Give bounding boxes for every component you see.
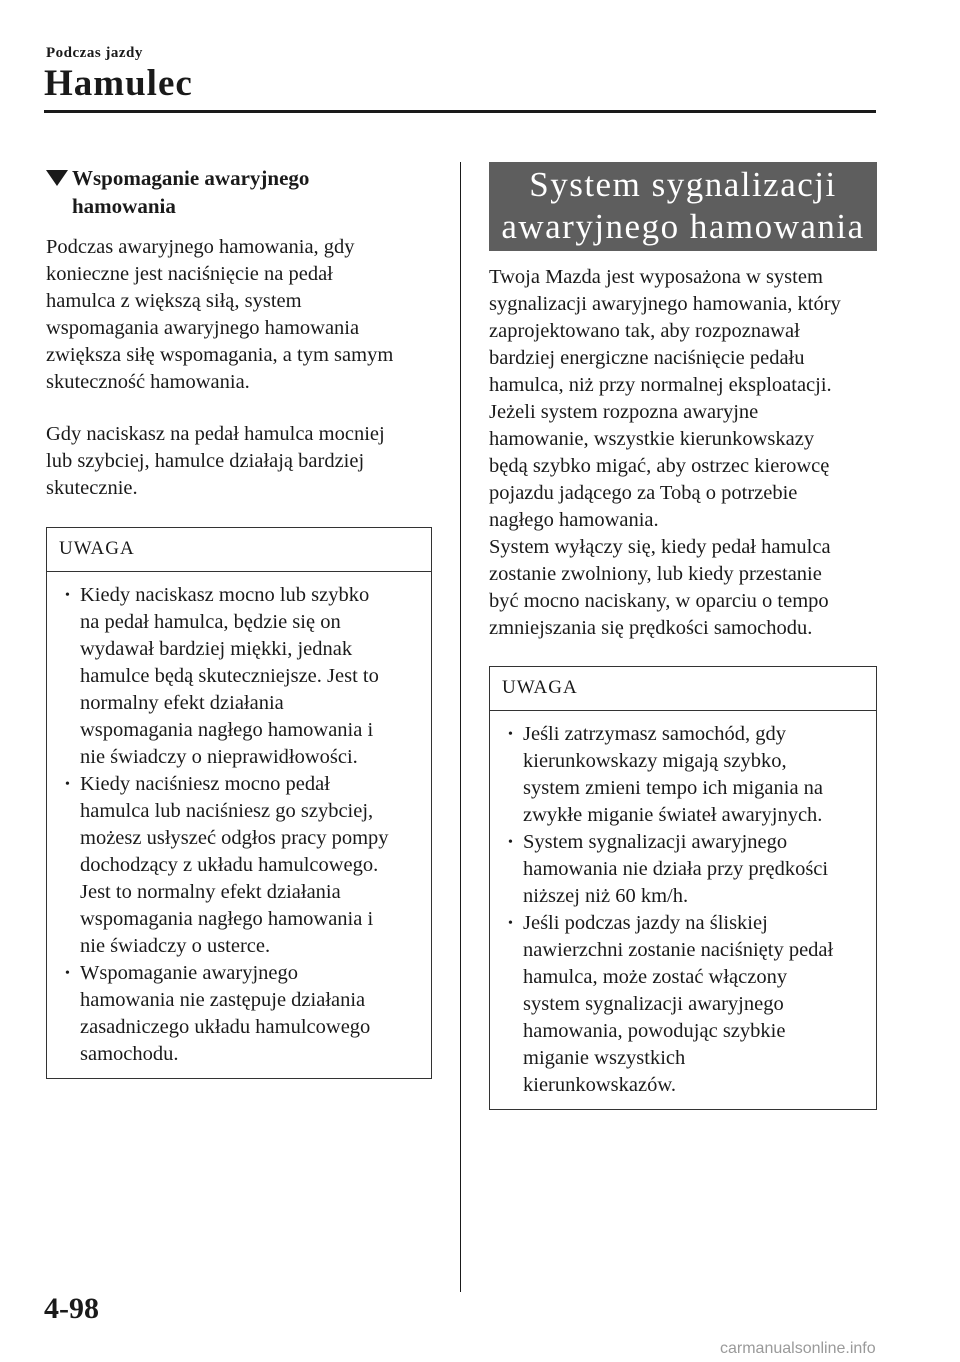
paragraph-system: Twoja Mazda jest wyposażona w system sygnalizacji awaryjnego hamowania, który zaprojektowano tak, aby rozpoznawał bardziej energiczne naciśnięcie pedału hamulca, niż przy normalnej eksploatacji. Jeżeli system rozpozna awaryjne hamowanie, wszystkie kierunkowskazy będą szybko migać, aby ostrzec kierowcę pojazdu jadącego za Tobą o potrzebie nagłego hamowania. System wyłączy się, kiedy pedał hamulca zostanie zwolniony, lub kiedy przestanie być mocno naciskany, w oparciu o tempo zmniejszania się prędkości samochodu. <box>489 266 841 639</box>
right-column <box>489 162 877 1110</box>
note-item <box>508 910 866 1099</box>
dot-bullet-icon: • <box>65 588 70 603</box>
note-item <box>65 960 421 1068</box>
paragraph-effect: Gdy naciskasz na pedał hamulca mocniej lub szybciej, hamulce działają bardziej skutecznie. <box>46 423 385 499</box>
subheading-text: Wspomaganie awaryjnego hamowania <box>72 166 310 218</box>
note-item-text: Kiedy naciskasz mocno lub szybko na pedał hamulca, będzie się on wydawał bardziej miękki, jednak hamulce będą skuteczniejsze. Jest to normalny efekt działania wspomagania nagłego hamowania i nie świadczy o nieprawidłowości. <box>80 584 379 768</box>
triangle-down-icon <box>46 170 68 186</box>
dot-bullet-icon: • <box>508 835 513 850</box>
note-item <box>65 771 421 960</box>
note-item <box>508 721 866 829</box>
note-body <box>47 572 431 1078</box>
dot-bullet-icon: • <box>65 777 70 792</box>
note-box-left <box>46 527 432 1079</box>
column-divider <box>460 162 461 1292</box>
header-rule <box>44 110 876 113</box>
subheading <box>46 164 432 220</box>
note-list <box>508 721 866 1099</box>
note-item-text: Kiedy naciśniesz mocno pedał hamulca lub naciśniesz go szybciej, możesz usłyszeć odgłos pracy pompy dochodzący z układu hamulcowego. Jest to normalny efekt działania wspomagania nagłego hamowania i nie świadczy o usterce. <box>80 773 389 957</box>
note-box-right <box>489 666 877 1110</box>
note-title: UWAGA <box>47 528 431 572</box>
dot-bullet-icon: • <box>508 727 513 742</box>
note-list <box>65 582 421 1068</box>
note-item-text: Jeśli zatrzymasz samochód, gdy kierunkowskazy migają szybko, system zmieni tempo ich migania na zwykłe miganie świateł awaryjnych. <box>523 723 824 826</box>
paragraph-intro: Podczas awaryjnego hamowania, gdy konieczne jest naciśnięcie na pedał hamulca z większą siłą, system wspomagania awaryjnego hamowania zwiększa siłę wspomagania, a tym samym skuteczność hamowania. <box>46 236 394 393</box>
note-body <box>490 711 876 1109</box>
note-item-text: Wspomaganie awaryjnego hamowania nie zastępuje działania zasadniczego układu hamulcowego samochodu. <box>80 962 371 1065</box>
note-item-text: System sygnalizacji awaryjnego hamowania nie działa przy prędkości niższej niż 60 km/h. <box>523 831 829 907</box>
page-number: 4-98 <box>44 1292 99 1325</box>
left-column <box>46 164 432 1079</box>
watermark: carmanualsonline.info <box>720 1340 876 1357</box>
section-banner: System sygnalizacji awaryjnego hamowania <box>489 162 877 251</box>
note-item <box>508 829 866 910</box>
section-label: Podczas jazdy <box>46 45 143 61</box>
note-item-text: Jeśli podczas jazdy na śliskiej nawierzchni zostanie naciśnięty pedał hamulca, może zostać włączony system sygnalizacji awaryjnego hamowania, powodując szybkie miganie wszystkich kierunkowskazów. <box>523 912 834 1096</box>
dot-bullet-icon: • <box>508 916 513 931</box>
note-item <box>65 582 421 771</box>
dot-bullet-icon: • <box>65 966 70 981</box>
page-title: Hamulec <box>44 63 193 104</box>
note-title: UWAGA <box>490 667 876 711</box>
